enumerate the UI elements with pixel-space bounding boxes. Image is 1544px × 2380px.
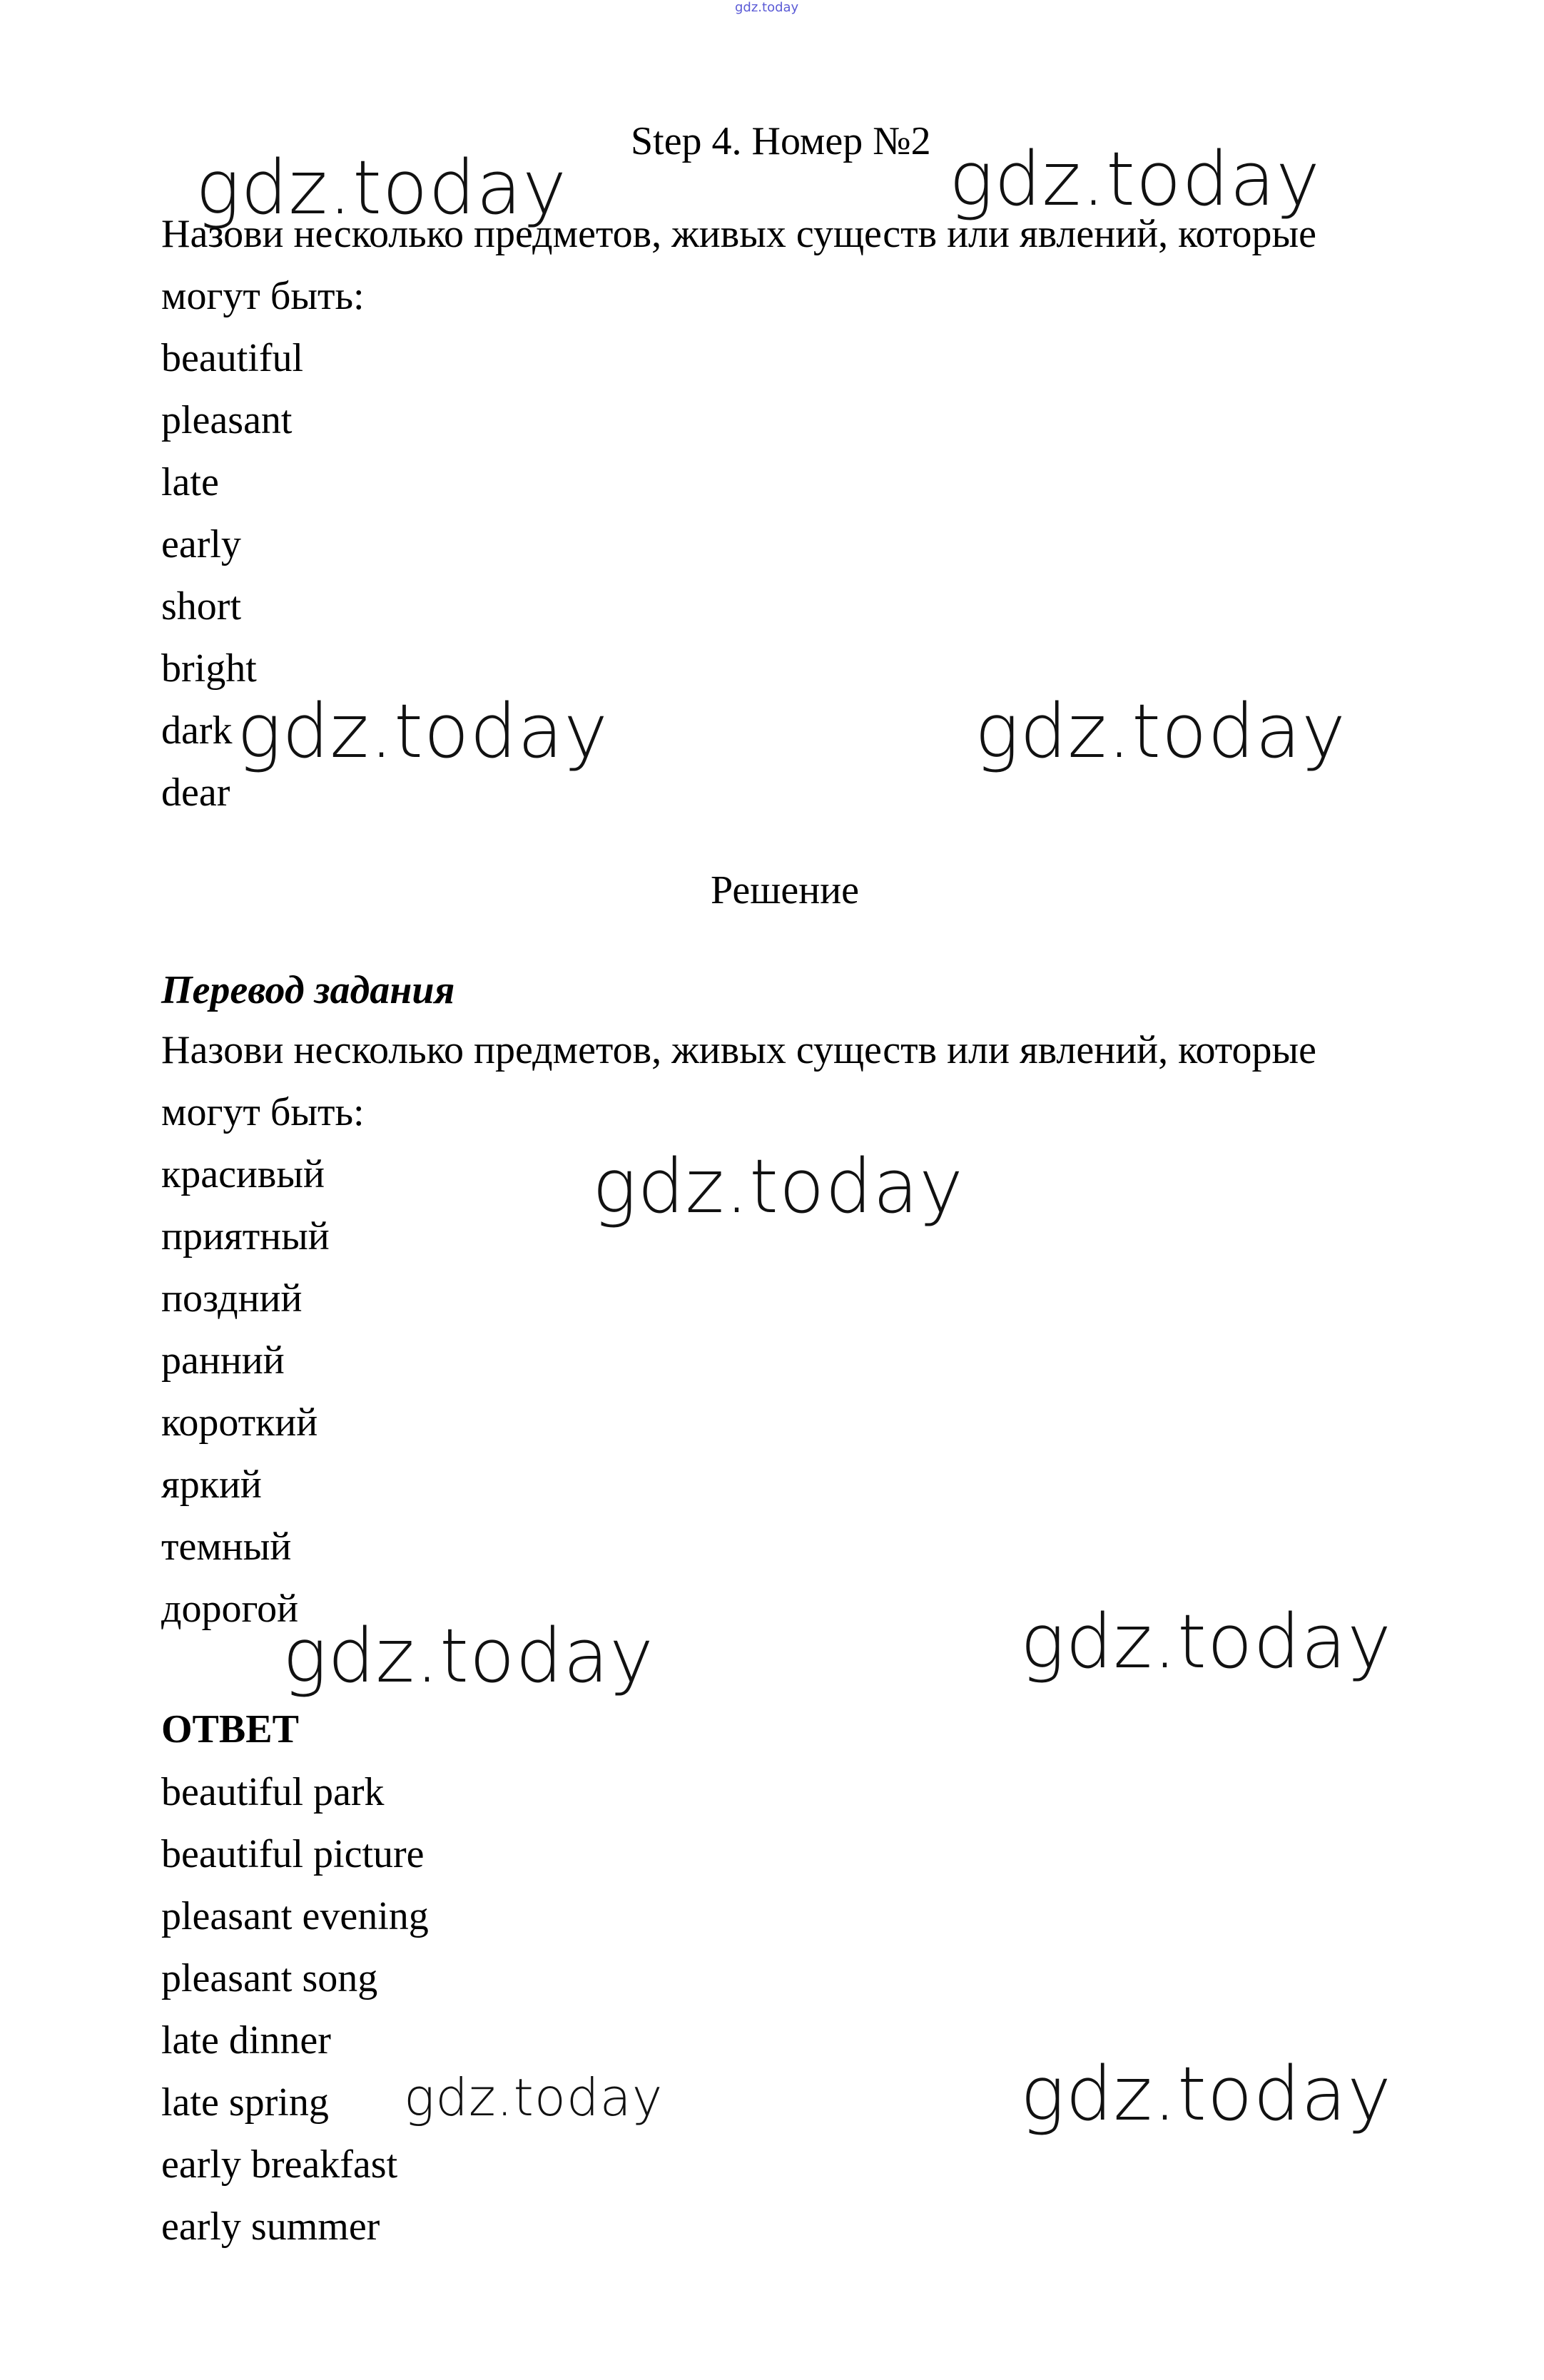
task-word: early — [161, 522, 241, 566]
task-text-line-1: Назови несколько предметов, живых существ или явлений, которые — [161, 212, 1316, 256]
task-word: short — [161, 584, 241, 629]
watermark: gdz.today — [195, 144, 567, 231]
task-word: dark — [161, 708, 233, 753]
watermark: gdz.today — [404, 2068, 664, 2127]
watermark: gdz.today — [1020, 1598, 1392, 1685]
watermark: gdz.today — [592, 1143, 964, 1230]
answer-item: beautiful park — [161, 1770, 385, 1814]
answer-item: beautiful picture — [161, 1832, 425, 1876]
translation-word: яркий — [161, 1463, 262, 1507]
answer-item: late spring — [161, 2080, 329, 2125]
watermark: gdz.today — [283, 1612, 654, 1699]
translation-word: дорогой — [161, 1587, 299, 1631]
page-title: Step 4. Номер №2 — [631, 119, 931, 163]
answer-item: early breakfast — [161, 2142, 398, 2187]
answer-heading: ОТВЕТ — [161, 1707, 299, 1751]
task-word: late — [161, 460, 219, 504]
translation-text-line-1: Назови несколько предметов, живых существ или явлений, которые — [161, 1028, 1316, 1072]
translation-word: поздний — [161, 1276, 303, 1321]
watermark: gdz.today — [975, 688, 1346, 775]
task-word: pleasant — [161, 398, 293, 442]
task-word: bright — [161, 646, 257, 691]
translation-heading: Перевод задания — [161, 968, 455, 1012]
answer-item: late dinner — [161, 2018, 331, 2063]
answer-item: early summer — [161, 2204, 380, 2249]
task-text-line-2: могут быть: — [161, 274, 365, 318]
watermark: gdz.today — [237, 688, 609, 775]
translation-word: ранний — [161, 1338, 285, 1383]
task-word: dear — [161, 771, 230, 815]
answer-item: pleasant song — [161, 1956, 378, 2000]
translation-word: красивый — [161, 1152, 325, 1196]
translation-word: приятный — [161, 1214, 330, 1258]
answer-item: pleasant evening — [161, 1894, 429, 1938]
translation-word: темный — [161, 1525, 292, 1569]
watermark: gdz.today — [949, 136, 1321, 223]
watermark: gdz.today — [1020, 2050, 1392, 2137]
task-word: beautiful — [161, 336, 304, 380]
top-watermark-small: gdz.today — [735, 0, 799, 15]
translation-word: короткий — [161, 1400, 318, 1445]
solution-heading: Решение — [711, 868, 860, 912]
translation-text-line-2: могут быть: — [161, 1090, 365, 1134]
